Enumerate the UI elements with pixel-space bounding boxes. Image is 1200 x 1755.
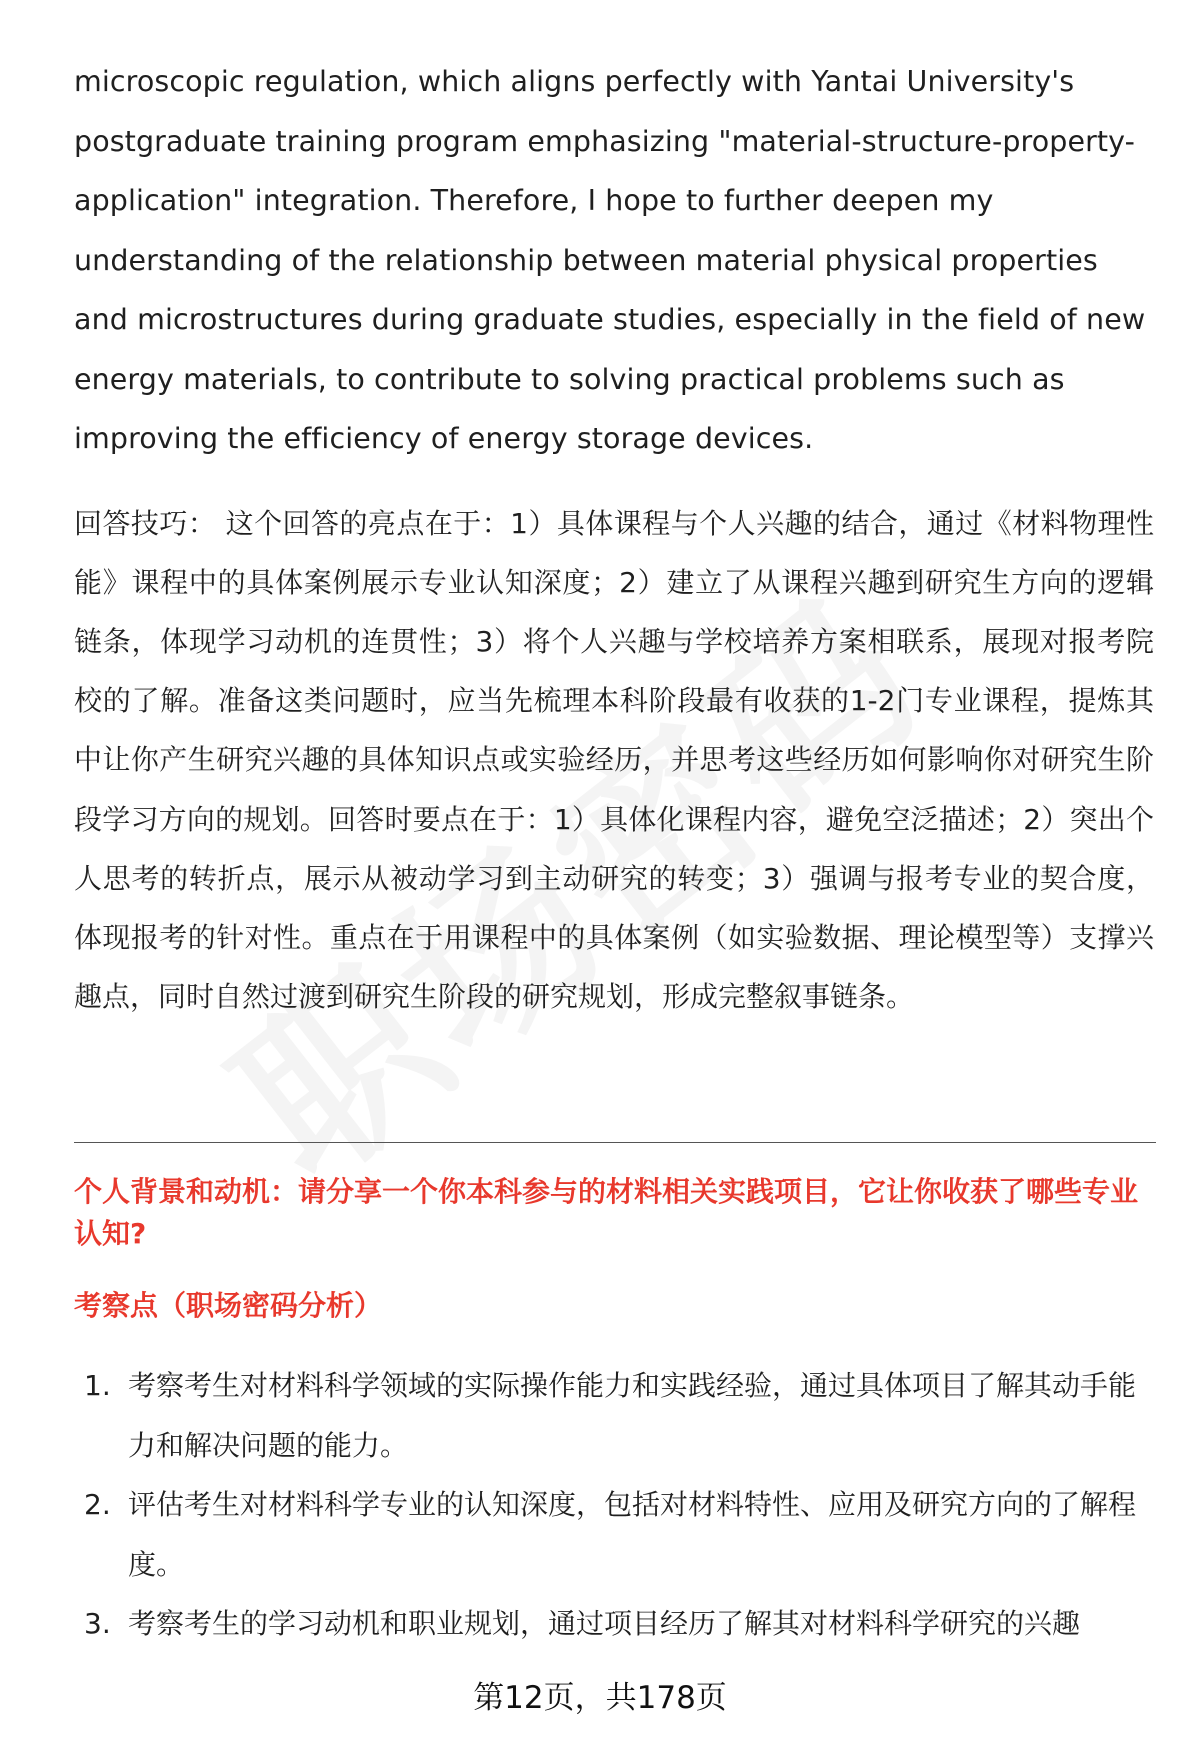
list-item-number: 2.: [84, 1488, 111, 1521]
list-item: [74, 1475, 1154, 1594]
list-item-text: 考察考生的学习动机和职业规划，通过项目经历了解其对材料科学研究的兴趣: [128, 1607, 1081, 1640]
list-item: [74, 1594, 1154, 1654]
answer-tips-label: 回答技巧：: [74, 506, 217, 540]
section-divider: [74, 1142, 1156, 1143]
list-item-text: 评估考生对材料科学专业的认知深度，包括对材料特性、应用及研究方向的了解程度。: [128, 1488, 1137, 1581]
list-item-text: 考察考生对材料科学领域的实际操作能力和实践经验，通过具体项目了解其动手能力和解决问题的能力。: [128, 1369, 1137, 1462]
analysis-heading: 考察点（职场密码分析）: [74, 1289, 383, 1322]
page-content: [74, 52, 1154, 1026]
list-item-number: 1.: [84, 1369, 111, 1402]
answer-tips-text: 这个回答的亮点在于：1）具体课程与个人兴趣的结合，通过《材料物理性能》课程中的具体案例展示专业认知深度；2）建立了从课程兴趣到研究生方向的逻辑链条，体现学习动机的连贯性；3）将个人兴趣与学校培养方案相联系，展现对报考院校的了解。准备这类问题时，应当先梳理本科阶段最有收获的1-2门专业课程，提炼其中让你产生研究兴趣的具体知识点或实验经历，并思考这些经历如何影响你对研究生阶段学习方向的规划。回答时要点在于：1）具体化课程内容，避免空泛描述；2）突出个人思考的转折点，展示从被动学习到主动研究的转变；3）强调与报考专业的契合度，体现报考的针对性。重点在于用课程中的具体案例（如实验数据、理论模型等）支撑兴趣点，同时自然过渡到研究生阶段的研究规划，形成完整叙事链条。: [74, 506, 1154, 1014]
answer-tips-paragraph: [74, 494, 1154, 1027]
continuation-paragraph: microscopic regulation, which aligns perfectly with Yantai University's postgraduate training program emphasizing "material-structure-property-application" integration. Therefore, I hope to further deepen my understanding of the relationship between material physical properties and microstructures during graduate studies, especially in the field of new energy materials, to contribute to solving practical problems such as improving the efficiency of energy storage devices.: [74, 65, 1146, 455]
list-item: [74, 1356, 1154, 1475]
page-footer: 第12页，共178页: [473, 1680, 727, 1716]
list-item-number: 3.: [84, 1607, 111, 1640]
analysis-list: [74, 1356, 1154, 1654]
question-heading: 个人背景和动机：请分享一个你本科参与的材料相关实践项目，它让你收获了哪些专业认知?: [74, 1175, 1139, 1250]
